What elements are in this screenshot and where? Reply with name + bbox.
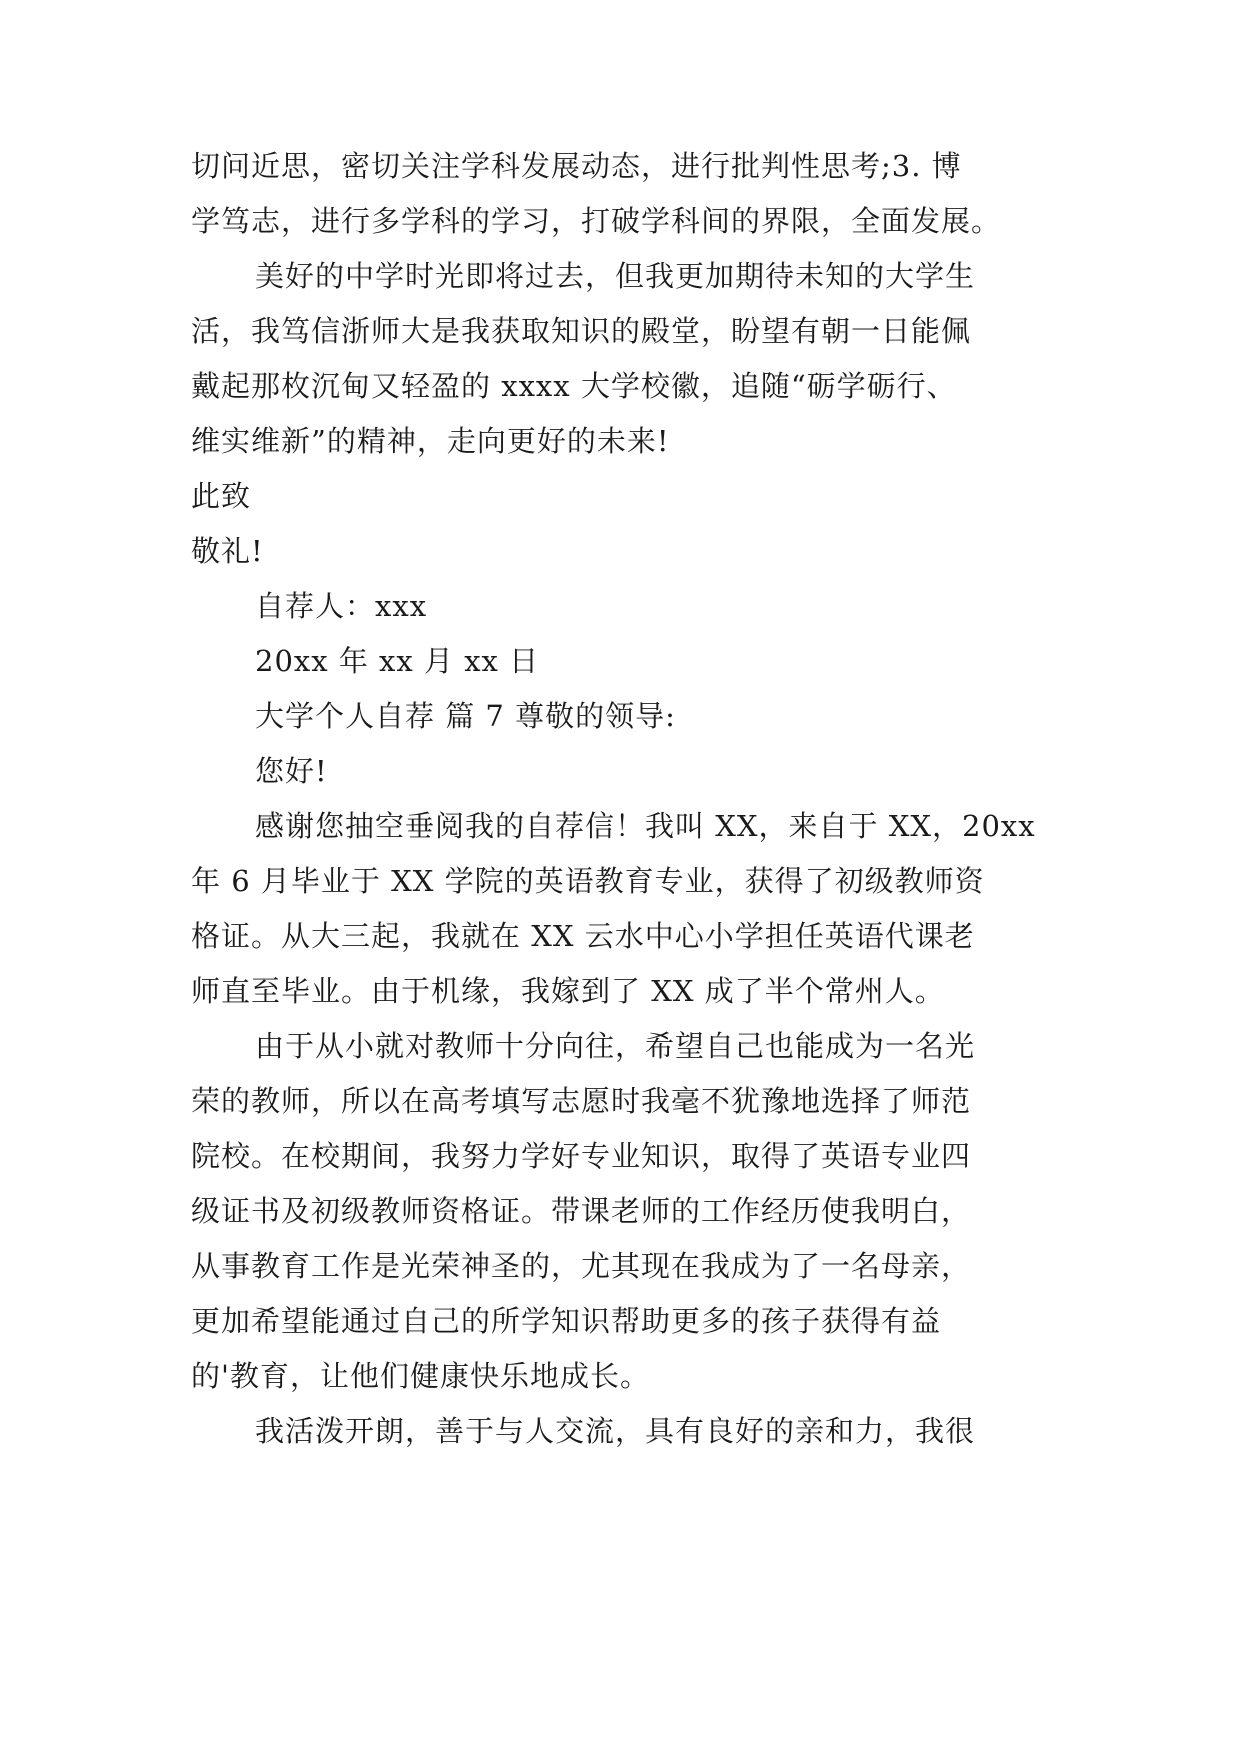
- text-line: 年 6 月毕业于 XX 学院的英语教育专业，获得了初级教师资: [191, 864, 985, 898]
- text-line: 荣的教师，所以在高考填写志愿时我毫不犹豫地选择了师范: [191, 1084, 972, 1118]
- text-line: 学笃志，进行多学科的学习，打破学科间的界限，全面发展。: [191, 204, 1002, 238]
- section-heading: 大学个人自荐 篇 7 尊敬的领导:: [255, 699, 676, 733]
- greeting-line: 您好!: [255, 754, 328, 788]
- text-line: 切问近思，密切关注学科发展动态，进行批判性思考;3. 博: [191, 149, 962, 183]
- text-line: 院校。在校期间，我努力学好专业知识，取得了英语专业四: [191, 1139, 972, 1173]
- text-line: 级证书及初级教师资格证。带课老师的工作经历使我明白，: [191, 1194, 972, 1228]
- text-line: 师直至毕业。由于机缘，我嫁到了 XX 成了半个常州人。: [191, 974, 945, 1008]
- paragraph-line: 感谢您抽空垂阅我的自荐信！我叫 XX，来自于 XX，20xx: [255, 809, 1036, 843]
- text-line: 的'教育，让他们健康快乐地成长。: [191, 1359, 650, 1393]
- text-line: 格证。从大三起，我就在 XX 云水中心小学担任英语代课老: [191, 919, 975, 953]
- text-line: 维实维新”的精神，走向更好的未来!: [191, 424, 670, 458]
- text-line: 活，我笃信浙师大是我获取知识的殿堂，盼望有朝一日能佩: [191, 314, 972, 348]
- closing-line: 此致: [191, 479, 252, 513]
- date-line: 20xx 年 xx 月 xx 日: [255, 644, 540, 678]
- paragraph-line: 我活泼开朗，善于与人交流，具有良好的亲和力，我很: [255, 1414, 976, 1448]
- text-line: 从事教育工作是光荣神圣的，尤其现在我成为了一名母亲，: [191, 1249, 972, 1283]
- closing-salute: 敬礼!: [191, 534, 264, 568]
- paragraph-line: 美好的中学时光即将过去，但我更加期待未知的大学生: [255, 259, 976, 293]
- signature-line: 自荐人：xxx: [255, 589, 428, 623]
- text-line: 戴起那枚沉甸又轻盈的 xxxx 大学校徽，追随“砺学砺行、: [191, 369, 957, 403]
- text-line: 更加希望能通过自己的所学知识帮助更多的孩子获得有益: [191, 1304, 942, 1338]
- paragraph-line: 由于从小就对教师十分向往，希望自己也能成为一名光: [255, 1029, 976, 1063]
